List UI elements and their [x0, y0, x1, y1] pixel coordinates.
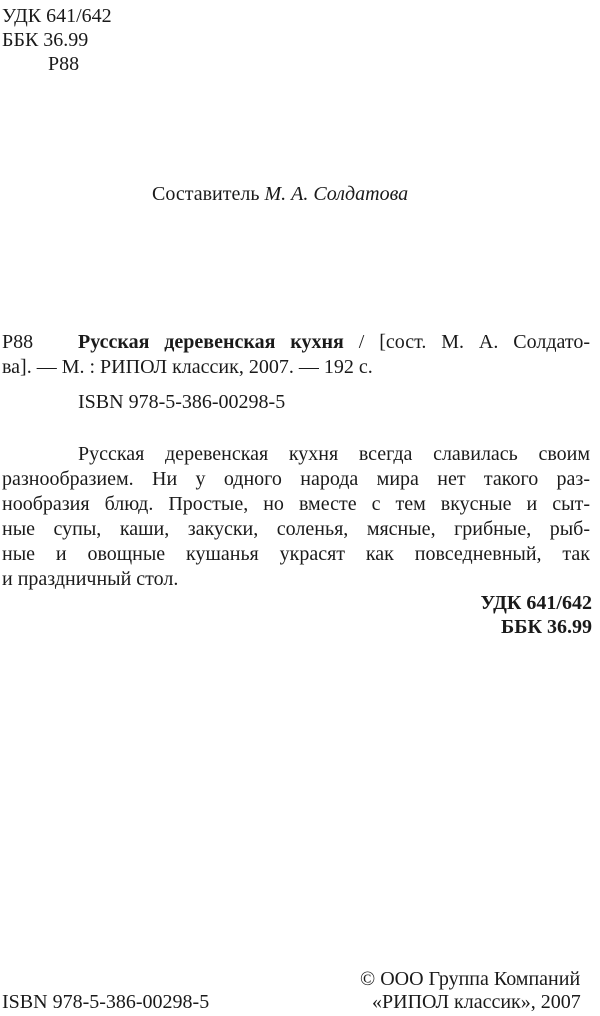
compiler-line — [152, 181, 408, 207]
entry-line-1-rest: / [сост. М. А. Солдато- — [343, 331, 590, 353]
annotation-line: разнообразием. Ни у одного народа мира нет такого раз- — [2, 468, 590, 490]
compiler-name: М. А. Солдатова — [264, 183, 409, 205]
copyright-line-1: © ООО Группа Компаний — [360, 968, 581, 990]
annotation-line: ные супы, каши, закуски, соленья, мясные, грибные, рыб- — [2, 518, 590, 540]
entry-isbn: ISBN 978-5-386-00298-5 — [78, 391, 286, 413]
bottom-udk: УДК 641/642 — [480, 592, 592, 614]
entry-line-2: ва]. — М. : РИПОЛ классик, 2007. — 192 с. — [2, 356, 373, 378]
compiler-label: Составитель — [152, 183, 260, 205]
annotation-line: и праздничный стол. — [2, 568, 179, 590]
footer-isbn: ISBN 978-5-386-00298-5 — [2, 991, 210, 1013]
annotation-line: Русская деревенская кухня всегда славилась своим — [78, 443, 590, 465]
top-bbk: ББК 36.99 — [2, 29, 89, 51]
top-udk: УДК 641/642 — [2, 5, 112, 27]
annotation-line: нообразия блюд. Простые, но вместе с тем вкусные и сыт- — [2, 493, 590, 515]
entry-mark: Р88 — [2, 331, 34, 353]
annotation-line: ные и овощные кушанья украсят как повседневный, так — [2, 543, 590, 565]
bottom-bbk: ББК 36.99 — [501, 616, 592, 638]
book-title: Русская деревенская кухня — [78, 331, 344, 353]
entry-line-1 — [78, 329, 590, 355]
top-author-mark: Р88 — [48, 53, 80, 75]
copyright-line-2: «РИПОЛ классик», 2007 — [372, 991, 581, 1013]
